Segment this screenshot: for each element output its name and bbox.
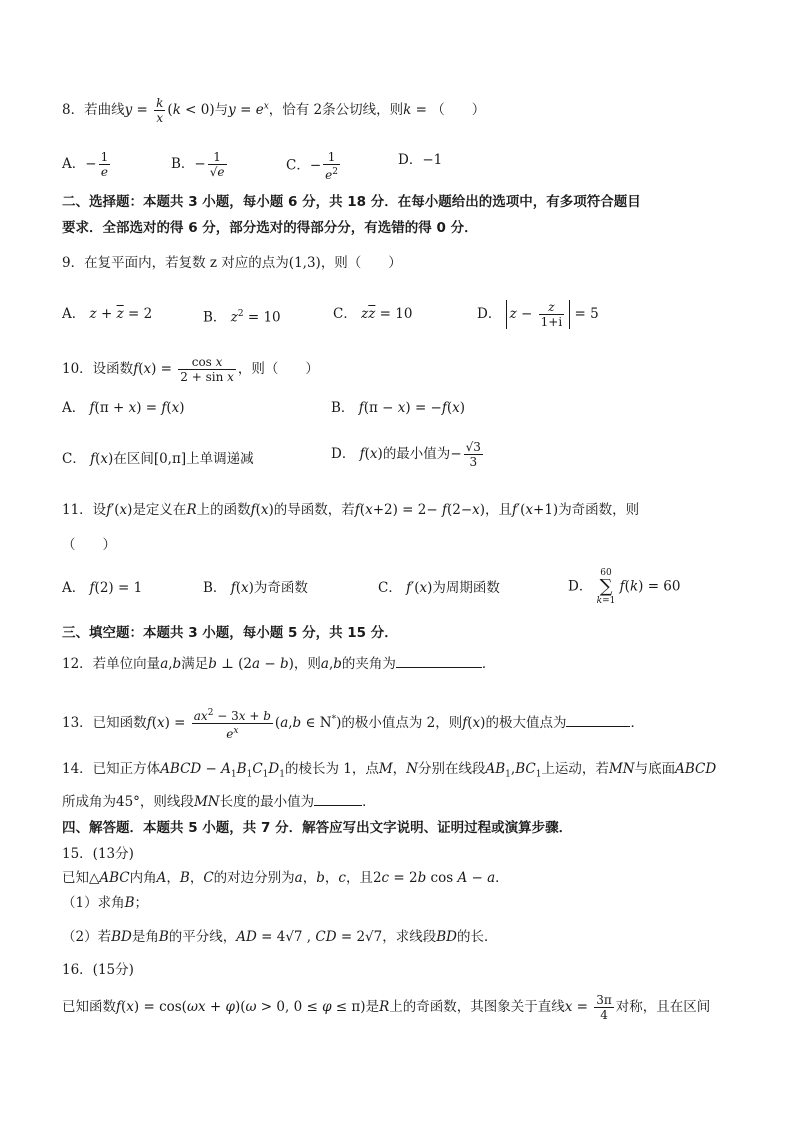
question-15-part-2: （2）若BD是角B的平分线，AD = 4√7 , CD = 2√7，求线段BD的长．	[62, 929, 498, 945]
q11-option-b: B． f(x)为奇函数	[203, 580, 308, 596]
question-10: 10．设函数f(x) = $\frac{\text{cos x}}{\text{2 + sin x}}$ ，则（ ）	[62, 355, 319, 384]
q11-option-a: A． f(2) = 1	[62, 580, 143, 596]
q8-option-c: C．− $\frac{1}{e^2}$	[286, 150, 338, 182]
question-15-stem: 已知△ABC内角A，B，C的对边分别为a，b，c，且2c = 2b cos A − a．	[62, 870, 509, 886]
q11-option-c: C． f′(x)为周期函数	[378, 580, 500, 596]
section-4-heading: 四、解答题．本题共 5 小题，共 7 分．解答应写出文字说明、证明过程或演算步骤．	[62, 820, 573, 836]
q9-option-b: B． $z^2 = 10$	[203, 309, 281, 326]
question-15-header: 15．(13分)	[62, 846, 134, 862]
q10-option-d: D． f(x)的最小值为− $\frac{√3}{3}$	[331, 440, 481, 469]
question-14-line-2: 所成角为45°，则线段MN长度的最小值为 ．	[62, 794, 376, 810]
question-16-header: 16．(15分)	[62, 962, 134, 978]
q10-option-b: B． f(π − x) = −f(x)	[331, 400, 466, 416]
question-11-bracket: （ ）	[62, 537, 116, 553]
section-2-heading: 二、选择题：本题共 3 小题，每小题 6 分，共 18 分．在每小题给出的选项中，有多项符合题目	[62, 194, 641, 210]
q10-option-c: C． f(x)在区间[0,π]上单调递减	[62, 451, 254, 467]
q8-option-a: A．− $\frac{1}{e}$	[62, 150, 109, 179]
q10-option-a: A． f(π + x) = f(x)	[62, 400, 185, 416]
q11-option-d: D． 60 ∑ k=1 f(k) = 60	[568, 568, 681, 606]
q9-option-d: D． z − $\frac{z}{1+i}$ = 5	[477, 300, 599, 329]
q9-option-a: A． $z + \overline{z} = 2$	[62, 306, 153, 322]
question-8: 8．若曲线y = $\frac{k}{x}$ (k < 0)与$y = e^x$，恰有 2条公切线，则k = （ ）	[62, 96, 486, 125]
q8-option-d: D．−1	[398, 152, 443, 168]
question-14-line-1: 14．已知正方体ABCD − $A_1B_1C_1D_1$的棱长为 1，点M，N分别在线段$AB_1,BC_1$上运动，若MN与底面ABCD	[62, 761, 717, 780]
question-11: 11．设f′(x)是定义在R上的函数f(x)的导函数，若f(x+2) = 2− f(2−x)，且f′(x+1)为奇函数，则	[62, 502, 640, 518]
q9-option-c: C． $z\overline{z} = 10$	[333, 306, 413, 322]
question-15-part-1: （1）求角B；	[62, 895, 149, 911]
section-3-heading: 三、填空题：本题共 3 小题，每小题 5 分，共 15 分．	[62, 625, 398, 641]
question-16-stem: 已知函数f(x) = cos(ωx + φ)(ω > 0, 0 ≤ φ ≤ π)是R上的奇函数，其图象关于直线x = $\frac{3\pi}{4}$ 对称，且在区间	[62, 993, 711, 1022]
section-2-instructions: 要求．全部选对的得 6 分，部分选对的得部分分，有选错的得 0 分．	[62, 220, 478, 236]
question-9: 9．在复平面内，若复数 z 对应的点为(1,3)，则（ ）	[62, 255, 402, 271]
q8-option-b: B．− $\frac{1}{√e}$	[171, 150, 225, 179]
question-12: 12．若单位向量a,b满足b ⊥ (2a − b)，则a,b的夹角为 ．	[62, 656, 496, 672]
question-13: 13．已知函数f(x) = $\frac{ax^2 - 3x + b}{e^x}$ (a,b ∈ N*)的极小值点为 2，则f(x)的极大值点为 ．	[62, 708, 644, 741]
